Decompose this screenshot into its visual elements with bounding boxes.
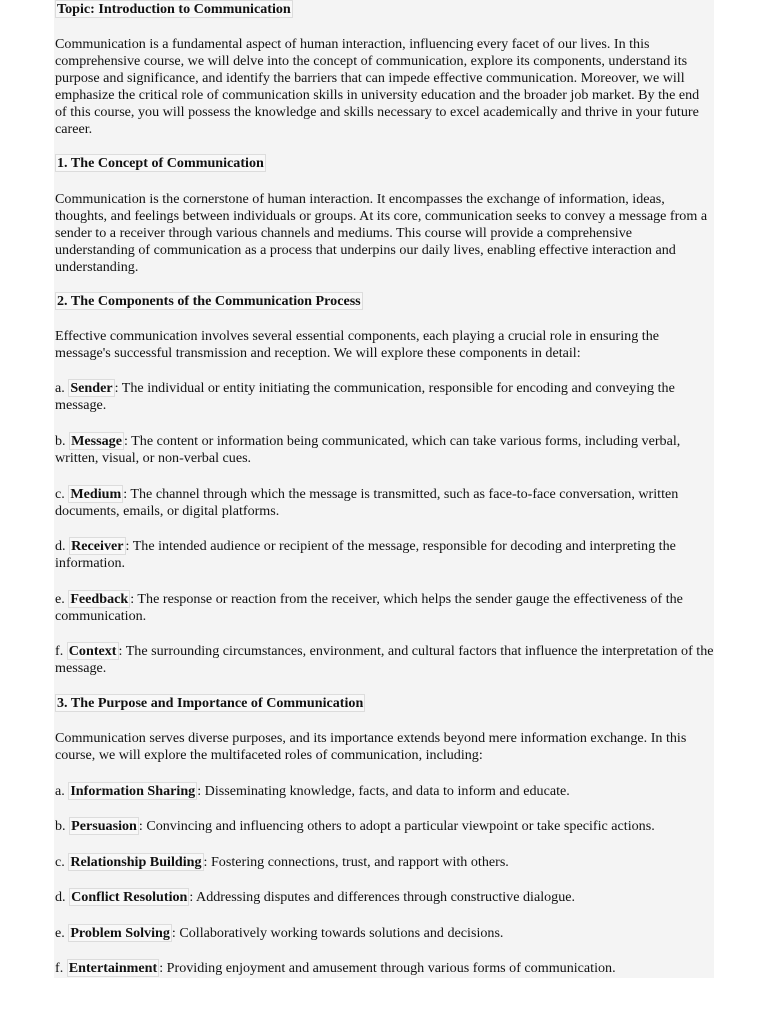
item-term: Context [68, 643, 117, 659]
list-item [55, 591, 714, 625]
item-term: Medium [70, 486, 122, 502]
item-description: : Providing enjoyment and amusement through various forms of communication. [159, 960, 616, 976]
item-prefix: f. [55, 960, 67, 976]
intro-paragraph: Communication is a fundamental aspect of human interaction, influencing every facet of our lives. In this comprehensive course, we will delve into the concept of communication, explore its components, understand its purpose and significance, and identify the barriers that can impede effective communication. Moreover, we will emphasize the critical role of communication skills in university education and the broader job market. By the end of this course, you will possess the knowledge and skills necessary to excel academically and thrive in your future career. [55, 36, 700, 137]
item-description: : The response or reaction from the receiver, which helps the sender gauge the effectiveness of the communication. [55, 591, 683, 624]
section3-intro: Communication serves diverse purposes, and its importance extends beyond mere information exchange. In this course, we will explore the multifaceted roles of communication, including: [55, 730, 687, 763]
item-description: : The content or information being communicated, which can take various forms, including verbal, written, visual, or non-verbal cues. [55, 433, 681, 466]
item-prefix: b. [55, 433, 70, 449]
item-term: Information Sharing [70, 783, 196, 799]
item-prefix: d. [55, 889, 70, 905]
item-term: Receiver [71, 538, 124, 554]
item-prefix: a. [55, 783, 69, 799]
list-item [55, 486, 714, 520]
section2-heading: 2. The Components of the Communication Process [57, 293, 361, 309]
section2-heading-block [55, 292, 714, 310]
item-term: Entertainment [68, 960, 158, 976]
list-item [55, 854, 714, 871]
item-description: : Fostering connections, trust, and rapport with others. [203, 854, 509, 870]
item-term: Sender [70, 380, 113, 396]
item-term: Message [71, 433, 122, 449]
item-description: : The individual or entity initiating the communication, responsible for encoding and conveying the message. [55, 380, 675, 413]
item-prefix: d. [55, 538, 70, 554]
list-item [55, 783, 714, 800]
section1-paragraph: Communication is the cornerstone of human interaction. It encompasses the exchange of information, ideas, thoughts, and feelings between individuals or groups. At its core, communication seeks to convey a message from a sender to a receiver through various channels and mediums. This course will provide a comprehensive understanding of communication as a process that underpins our daily lives, enabling effective interaction and understanding. [55, 191, 708, 275]
item-description: : The surrounding circumstances, environment, and cultural factors that influence the interpretation of the message. [55, 643, 714, 676]
item-prefix: c. [55, 854, 69, 870]
item-description: : The intended audience or recipient of the message, responsible for decoding and interpreting the information. [55, 538, 676, 571]
topic-heading: Topic: Introduction to Communication [57, 1, 291, 17]
list-item [55, 380, 714, 414]
list-item [55, 433, 714, 467]
item-description: : Addressing disputes and differences through constructive dialogue. [189, 889, 576, 905]
list-item [55, 818, 714, 835]
item-term: Problem Solving [70, 925, 170, 941]
section1-heading: 1. The Concept of Communication [57, 155, 264, 171]
item-term: Conflict Resolution [71, 889, 188, 905]
section1-heading-block [55, 154, 714, 172]
item-prefix: e. [55, 591, 69, 607]
item-term: Persuasion [71, 818, 137, 834]
item-description: : Disseminating knowledge, facts, and data to inform and educate. [197, 783, 570, 799]
item-prefix: a. [55, 380, 69, 396]
list-item [55, 960, 714, 977]
item-description: : Convincing and influencing others to adopt a particular viewpoint or take specific actions. [138, 818, 655, 834]
section3-heading: 3. The Purpose and Importance of Communication [57, 695, 364, 711]
item-description: : Collaboratively working towards solutions and decisions. [171, 925, 504, 941]
section2-intro: Effective communication involves several essential components, each playing a crucial role in ensuring the message's successful transmission and reception. We will explore these components in detail: [55, 328, 660, 361]
item-prefix: f. [55, 643, 67, 659]
list-item [55, 889, 714, 906]
section3-heading-block [55, 694, 714, 712]
item-term: Relationship Building [70, 854, 202, 870]
list-item [55, 643, 714, 677]
list-item [55, 925, 714, 942]
topic-heading-block [55, 0, 714, 18]
item-prefix: b. [55, 818, 70, 834]
item-description: : The channel through which the message is transmitted, such as face-to-face conversation, written documents, emails, or digital platforms. [55, 486, 679, 519]
item-prefix: c. [55, 486, 69, 502]
item-prefix: e. [55, 925, 69, 941]
document-page [54, 0, 714, 978]
item-term: Feedback [70, 591, 129, 607]
list-item [55, 538, 714, 572]
